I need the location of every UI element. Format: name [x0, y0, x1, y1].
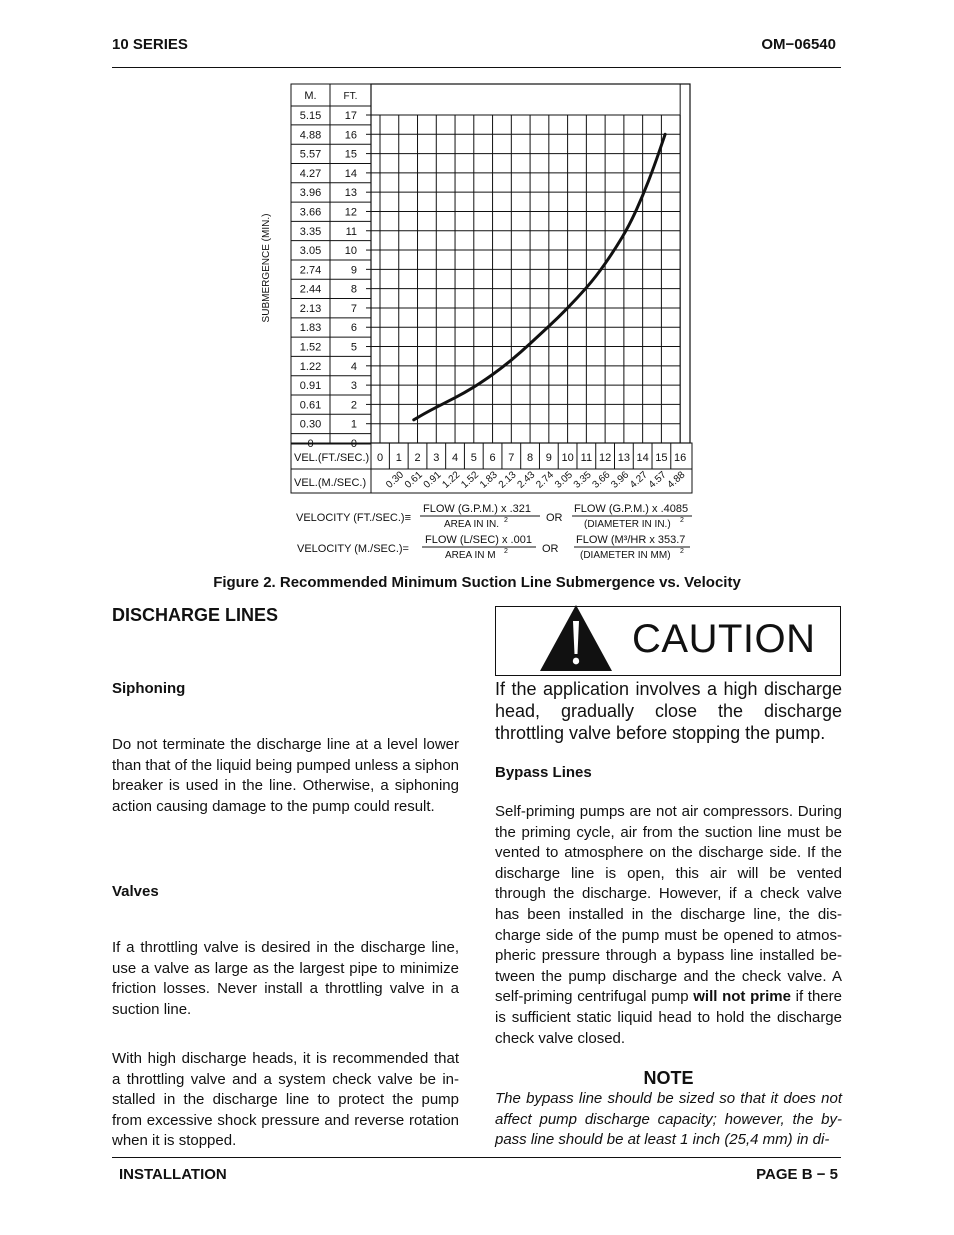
y-tick-m-label: 0	[307, 438, 314, 450]
x-tick-ft-label: 11	[580, 452, 593, 464]
formula-ft-or: OR	[546, 512, 563, 524]
valves-paragraph-1: If a throttling valve is desired in the discharge line, use a valve as large as the largest pipe to minimize friction losses. Never install a throttling valve in a suction line.	[112, 939, 459, 1018]
y-tick-m-label: 2.44	[299, 283, 322, 296]
y-tick-m-label: 3.35	[299, 225, 322, 238]
x-tick-ft-label: 7	[508, 452, 515, 464]
x-tick-m-label: 4.88	[665, 469, 688, 491]
y-tick-m-label: 3.66	[299, 206, 322, 219]
footer-page-number: PAGE B − 5	[756, 1166, 838, 1183]
formula-m-denominator-2: (DIAMETER IN MM)	[580, 550, 671, 561]
formula-ft-denominator-1: AREA IN IN.	[444, 519, 500, 530]
valves-paragraph-2: With high discharge heads, it is recommended that a throttling valve and a system check valve be installed in the discharge line to protect the pump from excessive shock pressure and reverse rotation when it is stopped.	[112, 1050, 459, 1150]
subheading-siphoning: Siphoning	[112, 680, 186, 697]
header-doc-number: OM−06540	[761, 36, 836, 53]
siphoning-paragraph: Do not terminate the discharge line at a level lower than that of the liquid being pumped unless a siphon breaker is used in the line. Otherwise, a siphoning action causing damage to the pump could result.	[112, 736, 459, 815]
y-tick-ft-label: 0	[350, 438, 357, 450]
section-heading-discharge-lines: DISCHARGE LINES	[112, 605, 279, 625]
formula-ft-denominator-2: (DIAMETER IN IN.)	[584, 519, 671, 530]
x-tick-ft-label: 16	[674, 452, 687, 464]
x-tick-ft-label: 6	[489, 452, 496, 464]
x-tick-m-label: 1.22	[440, 469, 463, 491]
y-tick-m-label: 0.91	[299, 380, 322, 393]
caution-banner	[495, 606, 841, 676]
x-tick-ft-label: 9	[545, 452, 552, 464]
y-tick-m-label: 4.27	[299, 167, 322, 180]
formula-m-numerator-1: FLOW (L/SEC) x .001	[425, 534, 532, 546]
x-tick-m-label: 3.96	[609, 469, 632, 491]
formula-m-denominator-1-exponent: 2	[504, 548, 508, 555]
y-tick-ft-label: 9	[350, 264, 357, 277]
formula-m-numerator-2: FLOW (M³/HR x 353.7	[576, 534, 686, 546]
y-tick-m-label: 1.83	[299, 322, 322, 335]
x-tick-m-label: 3.35	[571, 469, 594, 491]
y-tick-ft-label: 12	[344, 206, 357, 219]
formula-m-or: OR	[542, 543, 559, 555]
y-tick-ft-label: 17	[344, 110, 357, 122]
x-axis-ft-label: VEL.(FT./SEC.)	[294, 452, 370, 464]
x-axis-m-label: VEL.(M./SEC.)	[294, 477, 367, 489]
note-title: NOTE	[643, 1068, 694, 1088]
header-rule	[112, 67, 841, 68]
y-tick-ft-label: 7	[350, 302, 357, 315]
y-tick-m-label: 2.74	[299, 264, 322, 277]
formula-ft-denominator-2-exponent: 2	[680, 517, 684, 524]
y-tick-m-label: 5.57	[299, 148, 322, 161]
x-tick-m-label: 2.13	[496, 469, 519, 491]
y-tick-ft-label: 13	[344, 187, 357, 200]
y-tick-ft-label: 1	[350, 418, 357, 431]
footer-rule	[112, 1157, 841, 1158]
submergence-velocity-chart	[240, 78, 710, 570]
x-tick-ft-label: 1	[395, 452, 402, 464]
bypass-paragraph	[495, 802, 842, 1049]
y-tick-ft-label: 2	[350, 399, 357, 412]
y-col-m-header: M.	[304, 90, 317, 102]
caution-text: If the application involves a high discharge head, gradually close the discharge throttling valve before stopping the pump.	[495, 679, 842, 743]
x-tick-ft-label: 4	[451, 452, 459, 464]
y-tick-ft-label: 16	[344, 129, 357, 142]
y-tick-ft-label: 11	[345, 225, 357, 238]
formula-ft-numerator-2: FLOW (G.P.M.) x .4085	[574, 503, 689, 515]
y-tick-ft-label: 5	[350, 341, 357, 354]
y-tick-m-label: 3.96	[299, 187, 322, 200]
y-axis-label: SUBMERGENCE (MIN.)	[261, 213, 272, 323]
header-series: 10 SERIES	[112, 36, 188, 53]
x-tick-m-label: 1.52	[459, 469, 482, 491]
y-tick-ft-label: 4	[350, 360, 357, 373]
y-tick-m-label: 0.61	[299, 399, 322, 412]
y-tick-m-label: 4.88	[299, 129, 322, 142]
y-tick-ft-label: 8	[350, 283, 357, 296]
y-tick-m-label: 1.52	[299, 341, 322, 354]
x-tick-m-label: 0.91	[421, 469, 444, 491]
y-tick-ft-label: 6	[350, 322, 357, 335]
y-col-ft-header: FT.	[343, 91, 358, 102]
x-tick-ft-label: 0	[376, 452, 384, 464]
x-tick-m-label: 0.30	[384, 469, 407, 491]
y-tick-ft-label: 3	[350, 380, 357, 393]
y-tick-ft-label: 15	[344, 148, 357, 161]
formula-m-denominator-2-exponent: 2	[680, 548, 684, 555]
x-tick-m-label: 0.61	[402, 469, 425, 491]
y-tick-m-label: 2.13	[299, 302, 322, 315]
formula-ft-numerator-1: FLOW (G.P.M.) x .321	[423, 503, 531, 515]
footer-section: INSTALLATION	[119, 1166, 227, 1183]
y-tick-ft-label: 10	[344, 245, 357, 258]
x-tick-ft-label: 13	[617, 452, 631, 464]
x-tick-m-label: 2.74	[534, 469, 557, 491]
y-tick-ft-label: 14	[344, 167, 357, 180]
x-tick-m-label: 2.43	[515, 469, 538, 491]
x-tick-m-label: 1.83	[477, 469, 500, 491]
bypass-text-b: if there is sufficient static liquid head to hold the discharge check valve closed.	[495, 988, 842, 1047]
y-tick-m-label: 3.05	[299, 245, 322, 258]
x-tick-ft-label: 8	[527, 452, 534, 464]
figure-caption: Figure 2. Recommended Minimum Suction Line Submergence vs. Velocity	[213, 574, 741, 591]
x-tick-m-label: 4.57	[646, 469, 669, 491]
y-tick-m-label: 1.22	[299, 360, 322, 373]
x-tick-ft-label: 14	[636, 452, 649, 464]
x-tick-ft-label: 3	[433, 452, 440, 464]
y-tick-m-label: 5.15	[299, 110, 322, 122]
submergence-curve	[414, 134, 665, 420]
x-tick-m-label: 4.27	[628, 469, 650, 491]
formula-ft-label: VELOCITY (FT./SEC.)≡	[296, 512, 412, 524]
formula-ft-denominator-1-exponent: 2	[504, 517, 508, 524]
y-tick-m-label: 0.30	[299, 418, 322, 431]
x-tick-ft-label: 5	[470, 452, 477, 464]
warning-triangle-icon	[536, 601, 616, 673]
formula-m-denominator-1: AREA IN M	[445, 550, 496, 561]
bypass-text-a: Self-priming pumps are not air compressors. During the priming cycle, air from the suction line must be vented to atmosphere on the discharge side. If the discharge line is open, this air will be vented through the discharge. However, if a check valve has been installed in the discharge line, the discharge side of the pump must be opened to atmospheric pressure through a bypass line installed between the pump discharge and the check valve. A self-priming centrifugal pump	[495, 803, 842, 1006]
formula-m-label: VELOCITY (M./SEC.)=	[297, 543, 409, 555]
x-tick-m-label: 3.05	[553, 469, 575, 491]
x-tick-ft-label: 15	[655, 452, 668, 464]
subheading-bypass-lines: Bypass Lines	[495, 764, 592, 781]
x-tick-ft-label: 2	[414, 452, 421, 464]
x-tick-ft-label: 10	[561, 452, 574, 464]
bypass-text-bold: will not prime	[693, 988, 791, 1006]
note-text: The bypass line should be sized so that it does not affect pump discharge capacity; however, the bypass line should be at least 1 inch (25,4 mm) in di-	[495, 1090, 842, 1149]
x-tick-m-label: 3.66	[590, 469, 613, 491]
subheading-valves: Valves	[112, 883, 159, 900]
caution-label: CAUTION	[632, 617, 816, 661]
x-tick-ft-label: 12	[598, 452, 612, 464]
